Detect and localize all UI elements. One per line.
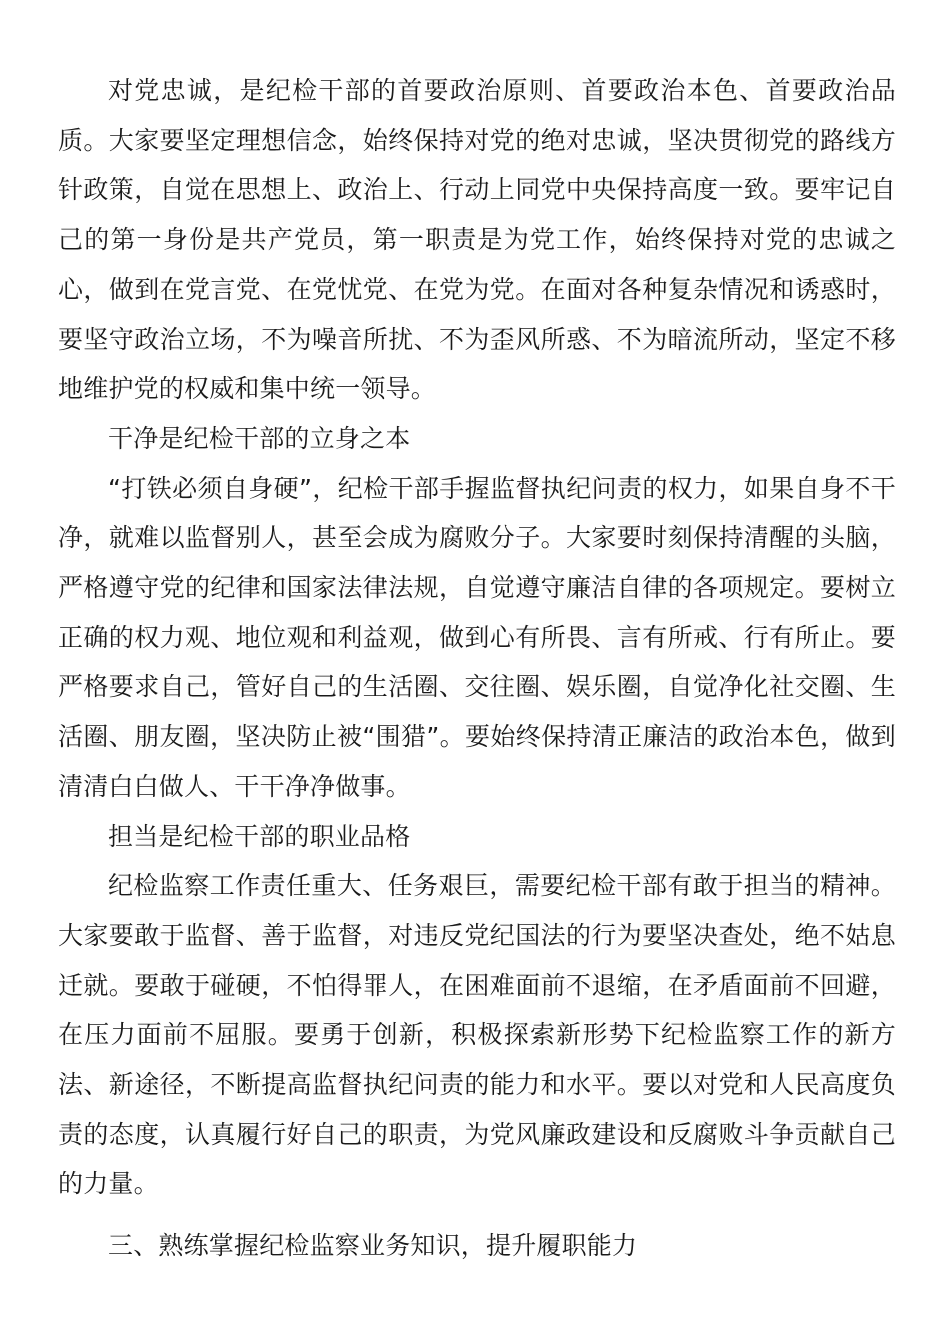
paragraph-responsibility: 纪检监察工作责任重大、任务艰巨，需要纪检干部有敢于担当的精神。大家要敢于监督、善于监督，对违反党纪国法的行为要坚决查处，绝不姑息迁就。要敢于碰硬，不怕得罪人，在困难面前不退缩，在矛盾面前不回避，在压力面前不屈服。要勇于创新，积极探索新形势下纪检监察工作的新方法、新途径，不断提高监督执纪问责的能力和水平。要以对党和人民高度负责的态度，认真履行好自己的职责，为党风廉政建设和反腐败斗争贡献自己的力量。 xyxy=(58,871,896,1199)
subheading-responsibility: 担当是纪检干部的职业品格 xyxy=(108,821,411,851)
section-heading-three: 三、熟练掌握纪检监察业务知识，提升履职能力 xyxy=(108,1231,638,1261)
subheading-clean: 干净是纪检干部的立身之本 xyxy=(108,423,411,453)
document-body xyxy=(58,66,896,1271)
paragraph-loyalty: 对党忠诚，是纪检干部的首要政治原则、首要政治本色、首要政治品质。大家要坚定理想信念，始终保持对党的绝对忠诚，坚决贯彻党的路线方针政策，自觉在思想上、政治上、行动上同党中央保持高度一致。要牢记自己的第一身份是共产党员，第一职责是为党工作，始终保持对党的忠诚之心，做到在党言党、在党忧党、在党为党。在面对各种复杂情况和诱惑时，要坚守政治立场，不为噪音所扰、不为歪风所惑、不为暗流所动，坚定不移地维护党的权威和集中统一领导。 xyxy=(58,76,896,404)
paragraph-clean: “打铁必须自身硬”，纪检干部手握监督执纪问责的权力，如果自身不干净，就难以监督别人，甚至会成为腐败分子。大家要时刻保持清醒的头脑，严格遵守党的纪律和国家法律法规，自觉遵守廉洁自律的各项规定。要树立正确的权力观、地位观和利益观，做到心有所畏、言有所戒、行有所止。要严格要求自己，管好自己的生活圈、交往圈、娱乐圈，自觉净化社交圈、生活圈、朋友圈，坚决防止被“围猎”。要始终保持清正廉洁的政治本色，做到清清白白做人、干干净净做事。 xyxy=(58,473,896,801)
